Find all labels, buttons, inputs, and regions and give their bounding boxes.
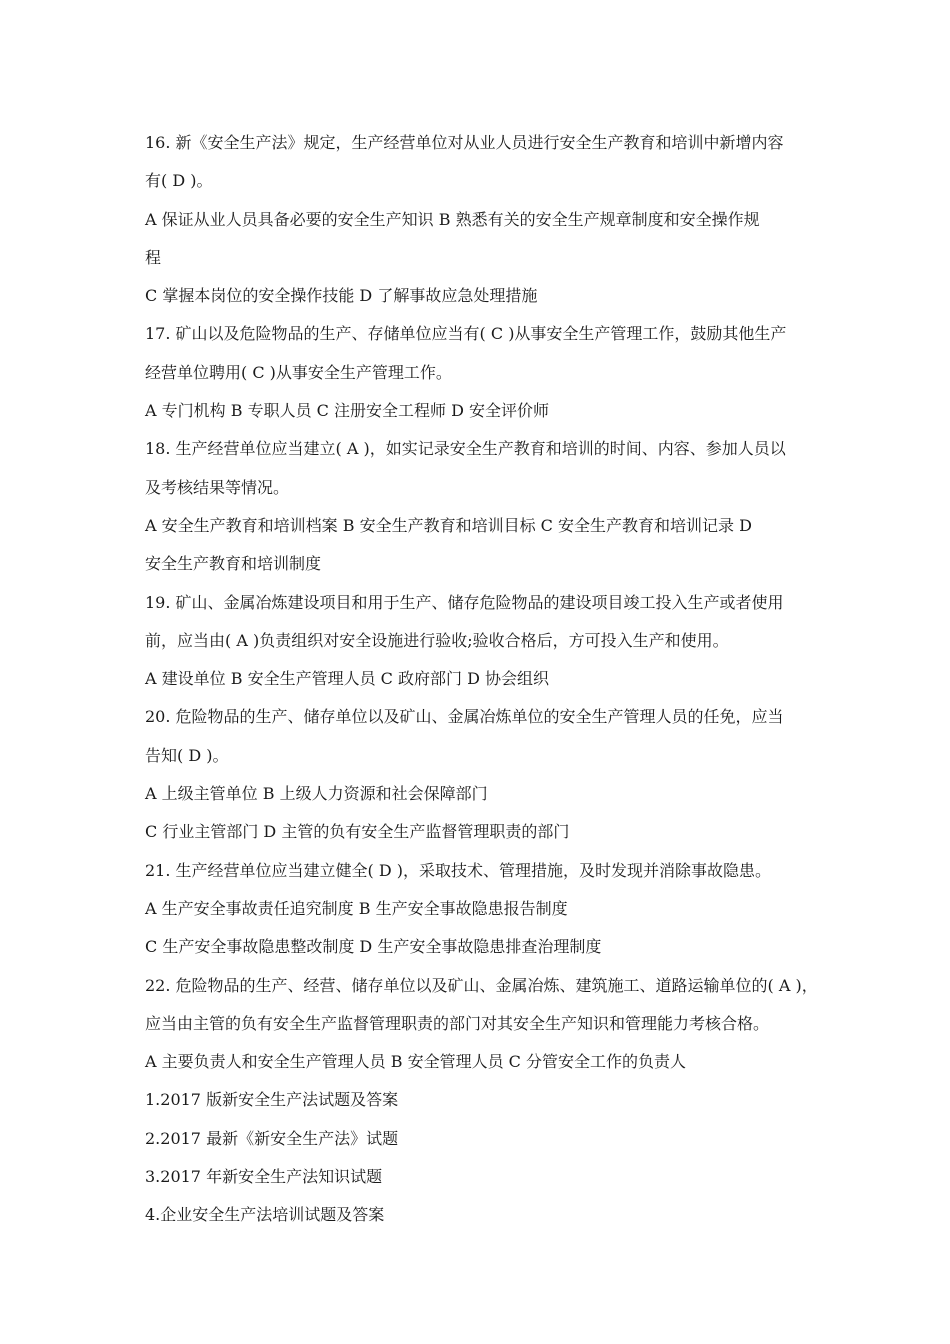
text-line: 前，应当由( A )负责组织对安全设施进行验收;验收合格后，方可投入生产和使用。 bbox=[145, 630, 729, 650]
text-line: 4.企业安全生产法培训试题及答案 bbox=[145, 1205, 385, 1225]
text-line: 及考核结果等情况。 bbox=[145, 477, 290, 497]
text-line: 22. 危险物品的生产、经营、储存单位以及矿山、金属冶炼、建筑施工、道路运输单位的( A )， bbox=[145, 975, 818, 995]
text-line: 16. 新《安全生产法》规定，生产经营单位对从业人员进行安全生产教育和培训中新增内容 bbox=[145, 133, 784, 152]
text-line: 20. 危险物品的生产、储存单位以及矿山、金属冶炼单位的安全生产管理人员的任免，应当 bbox=[145, 707, 784, 727]
text-line: 安全生产教育和培训制度 bbox=[145, 554, 322, 574]
text-line: 3.2017 年新安全生产法知识试题 bbox=[145, 1167, 383, 1187]
text-line: 程 bbox=[145, 247, 162, 267]
text-line: C 掌握本岗位的安全操作技能 D 了解事故应急处理措施 bbox=[145, 286, 538, 306]
text-line: 17. 矿山以及危险物品的生产、存储单位应当有( C )从事安全生产管理工作，鼓励其他生产 bbox=[145, 324, 787, 344]
document-body bbox=[145, 128, 818, 1239]
text-line: C 行业主管部门 D 主管的负有安全生产监督管理职责的部门 bbox=[145, 822, 570, 842]
text-line: 19. 矿山、金属冶炼建设项目和用于生产、储存危险物品的建设项目竣工投入生产或者使用 bbox=[145, 592, 784, 612]
text-line: A 上级主管单位 B 上级人力资源和社会保障部门 bbox=[145, 784, 488, 804]
text-line: 1.2017 版新安全生产法试题及答案 bbox=[145, 1090, 399, 1110]
text-line: A 主要负责人和安全生产管理人员 B 安全管理人员 C 分管安全工作的负责人 bbox=[145, 1052, 686, 1072]
text-line: A 安全生产教育和培训档案 B 安全生产教育和培训目标 C 安全生产教育和培训记录 D bbox=[145, 515, 752, 535]
text-line: 告知( D )。 bbox=[145, 745, 229, 765]
text-line: A 建设单位 B 安全生产管理人员 C 政府部门 D 协会组织 bbox=[145, 669, 549, 689]
text-line: C 生产安全事故隐患整改制度 D 生产安全事故隐患排查治理制度 bbox=[145, 937, 602, 957]
text-line: A 生产安全事故责任追究制度 B 生产安全事故隐患报告制度 bbox=[145, 898, 568, 918]
text-line: 有( D )。 bbox=[145, 171, 213, 191]
text-line: 2.2017 最新《新安全生产法》试题 bbox=[145, 1128, 399, 1148]
text-line: 应当由主管的负有安全生产监督管理职责的部门对其安全生产知识和管理能力考核合格。 bbox=[145, 1013, 770, 1033]
text-line: A 保证从业人员具备必要的安全生产知识 B 熟悉有关的安全生产规章制度和安全操作规 bbox=[145, 209, 760, 229]
text-line: 21. 生产经营单位应当建立健全( D )，采取技术、管理措施，及时发现并消除事故隐患。 bbox=[145, 860, 772, 880]
text-line: 经营单位聘用( C )从事安全生产管理工作。 bbox=[145, 362, 452, 382]
text-line: 18. 生产经营单位应当建立( A )，如实记录安全生产教育和培训的时间、内容、参加人员以 bbox=[145, 439, 786, 459]
text-line: A 专门机构 B 专职人员 C 注册安全工程师 D 安全评价师 bbox=[145, 401, 549, 421]
